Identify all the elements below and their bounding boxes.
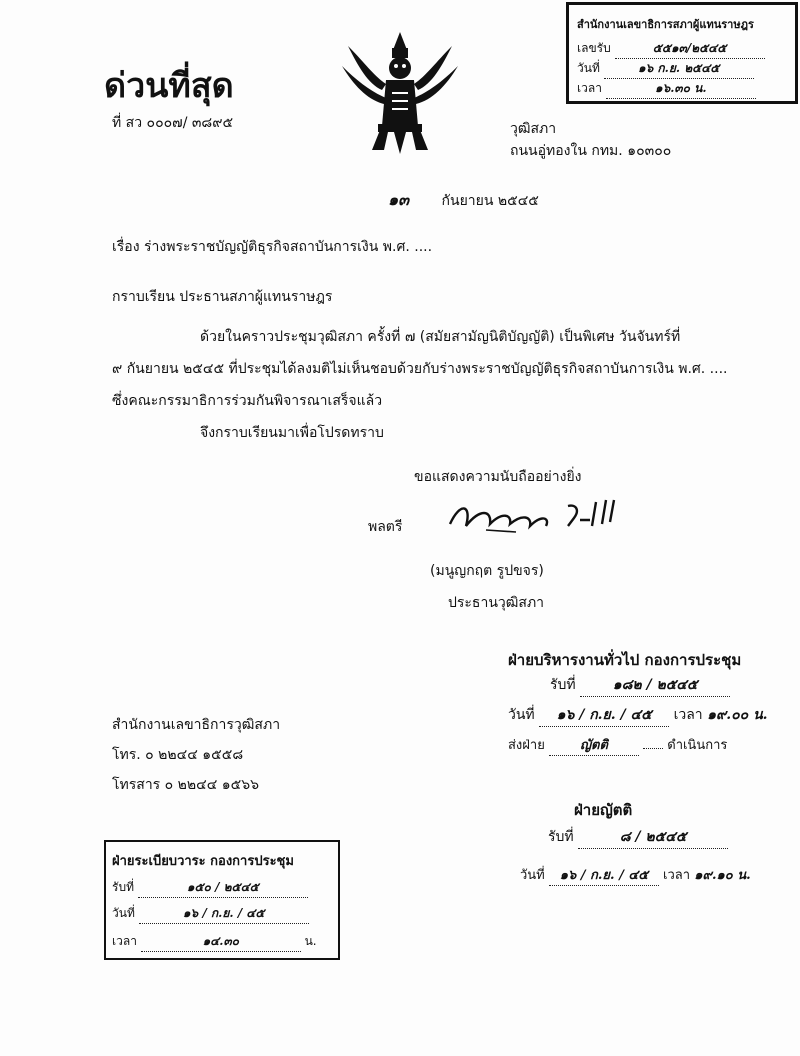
closing-line: ขอแสดงความนับถืออย่างยิ่ง [414, 469, 582, 485]
stamp-label: ส่งฝ่าย [508, 738, 545, 753]
body-paragraph-line: ด้วยในคราวประชุมวุฒิสภา ครั้งที่ ๗ (สมัยสามัญนิติบัญญัติ) เป็นพิเศษ วันจันทร์ที่ [200, 329, 681, 345]
sender-office: สำนักงานเลขาธิการวุฒิสภา [112, 717, 281, 733]
stamp-value: ๑๖ / ก.ย. / ๔๕ [139, 904, 309, 924]
stamp-label: วันที่ [577, 61, 600, 75]
date-day: ๑๓ [388, 190, 410, 209]
stamp-value: ๑๘๒ / ๒๕๔๕ [580, 674, 730, 697]
stamp-row [520, 864, 751, 886]
stamp-unit: น. [304, 934, 317, 948]
stamp-row [577, 39, 765, 59]
sender-phone: โทร. ๐ ๒๒๔๔ ๑๕๕๘ [112, 747, 244, 763]
body-paragraph-line: ซึ่งคณะกรรมาธิการร่วมกันพิจารณาเสร็จแล้ว [112, 393, 383, 409]
stamp-title: ฝ่ายระเบียบวาระ กองการประชุม [112, 854, 294, 869]
stamp-row [550, 674, 730, 697]
organization-address: ถนนอู่ทองใน กทม. ๑๐๓๐๐ [510, 143, 672, 159]
stamp-blank [643, 748, 663, 749]
received-stamp-general-admin [506, 648, 796, 758]
stamp-row [577, 59, 754, 79]
stamp-label: เลขรับ [577, 41, 611, 55]
stamp-value: ๑๖ ก.ย. ๒๕๔๕ [604, 59, 754, 79]
stamp-row [112, 904, 309, 924]
stamp-label: เวลา [673, 707, 703, 723]
stamp-title: สำนักงานเลขาธิการสภาผู้แทนราษฎร [577, 18, 754, 31]
stamp-value: ๑๖ / ก.ย. / ๔๕ [549, 864, 659, 886]
signatory-rank: พลตรี [368, 519, 403, 535]
stamp-label: เวลา [663, 868, 691, 883]
stamp-label: วันที่ [112, 906, 135, 920]
received-stamp-motion [518, 798, 778, 894]
stamp-value: ญัตติ [549, 734, 639, 756]
stamp-row [508, 734, 727, 756]
stamp-label: วันที่ [520, 868, 545, 883]
stamp-row [548, 826, 728, 849]
stamp-title: ฝ่ายญัตติ [574, 801, 633, 819]
signatory-name: (มนูญกฤต รูปขจร) [430, 563, 544, 579]
body-paragraph-line: ๙ กันยายน ๒๕๔๕ ที่ประชุมได้ลงมติไม่เห็นชอบด้วยกับร่างพระราชบัญญัติธุรกิจสถาบันการเงิน พ.ศ. .... [112, 361, 728, 377]
stamp-value: ๑๕๐ / ๒๕๔๕ [138, 878, 308, 898]
stamp-row [112, 878, 308, 898]
stamp-value: ๑๙.๑๐ น. [694, 868, 751, 883]
sender-fax: โทรสาร ๐ ๒๒๔๔ ๑๕๖๖ [112, 777, 259, 793]
stamp-value: ๑๔.๓๐ [141, 932, 301, 952]
stamp-value: ๑๖ / ก.ย. / ๔๕ [539, 704, 669, 727]
reference-number: ที่ สว ๐๐๐๗/ ๓๘๙๕ [112, 115, 234, 131]
garuda-emblem [338, 26, 462, 156]
stamp-label: รับที่ [550, 677, 576, 693]
stamp-value: ๑๙.๐๐ น. [707, 707, 768, 723]
organization-name: วุฒิสภา [510, 121, 557, 137]
received-stamp-house [566, 2, 798, 104]
stamp-row [577, 79, 756, 99]
stamp-value: ๕๕๑๓/๒๕๔๕ [615, 39, 765, 59]
stamp-label: รับที่ [112, 880, 134, 894]
received-stamp-agenda [104, 840, 340, 960]
stamp-value: ๘ / ๒๕๔๕ [578, 826, 728, 849]
handwritten-signature [446, 496, 636, 536]
letter-date [388, 188, 539, 213]
stamp-label: รับที่ [548, 829, 574, 845]
date-month-year: กันยายน ๒๕๔๕ [441, 193, 539, 209]
stamp-value: ๑๖.๓๐ น. [606, 79, 756, 99]
urgency-title: ด่วนที่สุด [104, 66, 234, 106]
stamp-row [112, 932, 317, 952]
stamp-label: วันที่ [508, 707, 535, 723]
subject-line: เรื่อง ร่างพระราชบัญญัติธุรกิจสถาบันการเงิน พ.ศ. .... [112, 239, 433, 255]
stamp-row [508, 704, 768, 727]
stamp-label: เวลา [577, 81, 602, 95]
body-paragraph-line: จึงกราบเรียนมาเพื่อโปรดทราบ [200, 425, 384, 441]
signatory-position: ประธานวุฒิสภา [448, 595, 545, 611]
stamp-title: ฝ่ายบริหารงานทั่วไป กองการประชุม [508, 651, 742, 669]
stamp-label: เวลา [112, 934, 137, 948]
salutation-line: กราบเรียน ประธานสภาผู้แทนราษฎร [112, 289, 333, 305]
stamp-label: ดำเนินการ [667, 738, 728, 753]
